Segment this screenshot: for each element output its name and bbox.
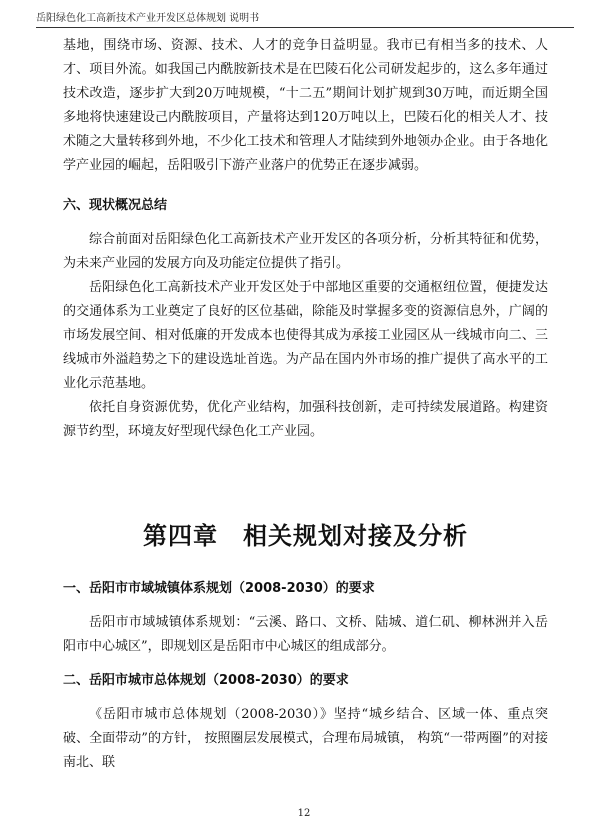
document-body [63,34,548,775]
paragraph: 依托自身资源优势，优化产业结构，加强科技创新，走可持续发展道路。构建资源节约型，环境友好型现代绿色化工产业园。 [63,400,548,439]
page-number: 12 [297,808,311,819]
section-heading-summary: 六、现状概况总结 [63,198,168,213]
paragraph: 岳阳绿色化工高新技术产业开发区处于中部地区重要的交通枢纽位置，便捷发达的交通体系为工业奠定了良好的区位基础，除能及时掌握多变的资源信息外，广阔的市场发展空间、相对低廉的开发成本也使得其成为承接工业园区从一线城市向二、三线城市外溢趋势之下的建设选址首选。为产品在国内外市场的推广提供了高水平的工业化示范基地。 [63,280,548,391]
chapter-title: 第四章 相关规划对接及分析 [143,522,468,550]
paragraph: 《岳阳市城市总体规划（2008-2030）》坚持“城乡结合、区域一体、重点突破、全面带动”的方针， 按照圈层发展模式，合理布局城镇， 构筑“一带两圈”的对接南北、联 [63,707,548,770]
section-heading-city-master-plan: 二、岳阳市城市总体规划（2008-2030）的要求 [63,673,349,688]
running-header: 岳阳绿色化工高新技术产业开发区总体规划 说明书 [36,9,574,28]
paragraph-continued: 基地，围绕市场、资源、技术、人才的竞争日益明显。我市已有相当多的技术、人才、项目外流。如我国己内酰胺新技术是在巴陵石化公司研发起步的，这么多年通过技术改造，逐步扩大到20万吨规模，“十二五”期间计划扩规到30万吨，而近期全国多地将快速建设己内酰胺项目，产量将达到120万吨以上，巴陵石化的相关人才、技术随之大量转移到外地，不少化工技术和管理人才陆续到外地领办企业。由于各地化学产业园的崛起，岳阳吸引下游产业落户的优势正在逐步减弱。 [63,38,548,173]
paragraph: 岳阳市市域城镇体系规划：“云溪、路口、文桥、陆城、道仁矶、柳林洲并入岳阳市中心城区”，即规划区是岳阳市中心城区的组成部分。 [63,615,548,654]
paragraph: 综合前面对岳阳绿色化工高新技术产业开发区的各项分析，分析其特征和优势，为未来产业园的发展方向及功能定位提供了指引。 [63,232,548,271]
section-heading-regional-system: 一、岳阳市市域城镇体系规划（2008-2030）的要求 [63,581,375,596]
